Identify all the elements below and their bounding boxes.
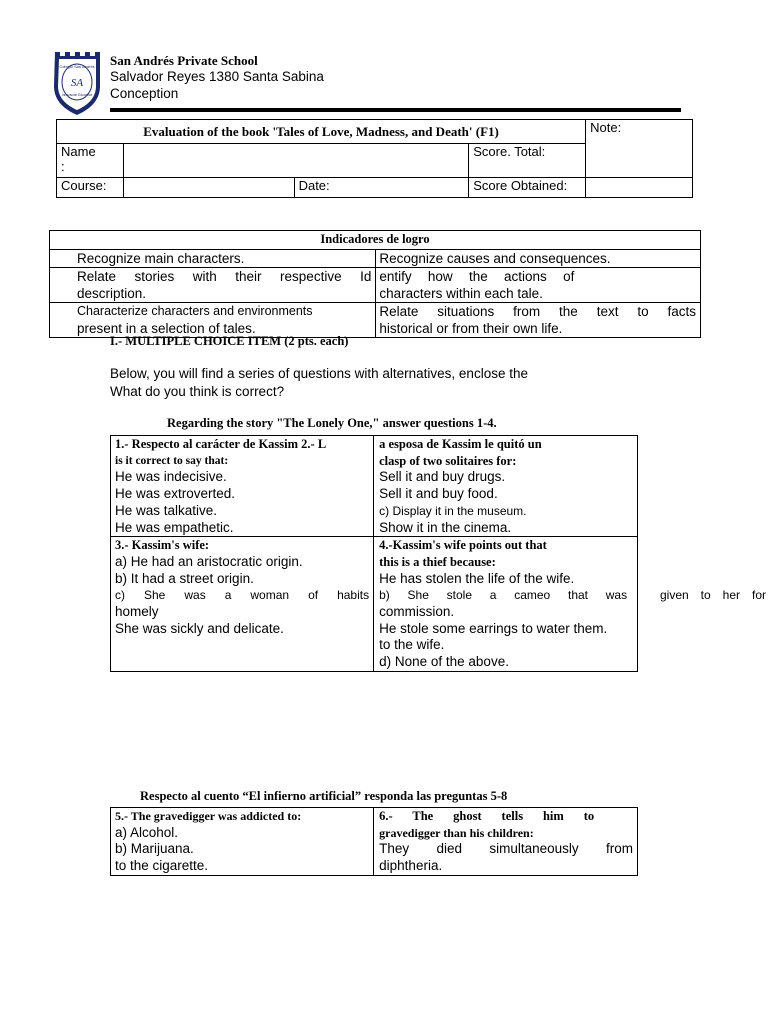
q4-option[interactable]: He stole some earrings to water them. [379,620,608,636]
logo-text-bottom: Innovación Educativa [61,93,93,97]
q4-option-overflow: given to her for [660,588,766,602]
q5-option[interactable]: to the cigarette. [115,858,209,874]
name-colon: : [61,159,65,174]
q3-option[interactable]: b) It had a street origin. [115,570,254,586]
indicator-2-left-line2: description. [77,286,147,301]
q1-option[interactable]: He was indecisive. [115,469,227,485]
questions-1-4-table [110,435,638,672]
q3-option-continued: homely [115,604,159,620]
instructions-line2: What do you think is correct? [110,384,285,399]
question-3-cell [111,537,374,672]
indicators-table [49,230,701,338]
name-label-cell [57,144,124,178]
question-2-title: a esposa de Kassim le quitó un [379,437,542,451]
evaluation-header-table [56,119,693,198]
q2-option[interactable]: Sell it and buy food. [379,486,498,502]
indicator-3-left [50,303,376,338]
questions-5-8-table [110,807,638,876]
question-2-cell [374,436,638,537]
school-logo-icon [52,48,102,116]
school-address-line2: Conception [110,86,179,101]
indicator-1-right: Recognize causes and consequences. [376,250,701,268]
evaluation-title: Evaluation of the book 'Tales of Love, Madness, and Death' (F1) [57,120,586,144]
score-obtained-field[interactable] [586,178,693,198]
indicator-3-left-line1: Characterize characters and environments [77,304,313,318]
score-total-label: Score. Total: [469,144,586,178]
q1-option[interactable]: He was empathetic. [115,519,234,535]
q5-option[interactable]: b) Marijuana. [115,841,194,857]
indicator-3-right-line2: historical or from their own life. [379,321,563,336]
course-field[interactable] [123,178,294,198]
indicators-title: Indicadores de logro [50,231,701,250]
indicator-2-right [376,268,701,303]
question-2-subtitle: clasp of two solitaires for: [379,453,517,468]
indicator-3-right [376,303,701,338]
question-4-title: 4.-Kassim's wife points out that [379,538,547,553]
school-name: San Andrés Private School [110,53,258,68]
instructions-line1: Below, you will find a series of questions with alternatives, enclose the [110,366,528,381]
indicator-2-right-line1: entify how the actions of [379,269,575,284]
q4-option-continued: commission. [379,604,455,620]
q6-option-continued: diphtheria. [379,858,443,874]
question-4-cell [374,537,638,672]
q2-option[interactable]: Sell it and buy drugs. [379,469,506,485]
question-3-title: 3.- Kassim's wife: [115,538,210,553]
q4-option[interactable]: He has stolen the life of the wife. [379,570,575,586]
indicator-2-left-line1: Relate stories with their respective Id [77,269,372,284]
logo-text-top: Colegio San Andrés [59,64,95,69]
question-5-cell [111,808,374,876]
indicator-3-left-line2: present in a selection of tales. [77,321,256,336]
q3-option[interactable]: a) He had an aristocratic origin. [115,553,303,569]
date-label: Date: [294,178,469,198]
header-rule [110,108,681,112]
question-6-title: 6.- The ghost tells him to [379,809,595,823]
indicator-1-left: Recognize main characters. [50,250,376,268]
question-1-title: 1.- Respecto al carácter de Kassim 2.- L [115,437,327,451]
q4-option-continued: to the wife. [379,637,445,653]
name-label: Name [61,144,96,159]
q3-option[interactable]: She was sickly and delicate. [115,620,284,636]
story2-heading: Respecto al cuento “El infierno artificial” responda las preguntas 5-8 [140,789,508,803]
note-label: Note: [586,120,693,178]
question-6-subtitle: gravedigger than his children: [379,825,534,840]
q2-option[interactable]: Show it in the cinema. [379,519,512,535]
q5-option[interactable]: a) Alcohol. [115,824,179,840]
q4-option[interactable]: b) She stole a cameo that was [379,588,628,603]
section-heading: I.- MULTIPLE CHOICE ITEM (2 pts. each) [110,334,349,348]
indicator-3-right-line1: Relate situations from the text to facts [379,304,696,319]
q6-option[interactable]: They died simultaneously from [379,841,633,857]
question-4-subtitle: this is a thief because: [379,554,496,569]
score-obtained-label: Score Obtained: [469,178,586,198]
q3-option[interactable]: c) She was a woman of habits [115,588,370,603]
question-6-cell [374,808,638,876]
question-1-cell [111,436,374,537]
school-address-line1: Salvador Reyes 1380 Santa Sabina [110,69,324,84]
course-label: Course: [57,178,124,198]
story1-heading: Regarding the story "The Lonely One," answer questions 1-4. [167,416,497,430]
name-field[interactable] [123,144,468,178]
question-5-title: 5.- The gravedigger was addicted to: [115,809,302,823]
question-1-subtitle: is it correct to say that: [115,454,229,467]
indicator-2-left [50,268,376,303]
q4-option[interactable]: d) None of the above. [379,654,509,670]
logo-initials: SA [70,77,84,89]
q1-option[interactable]: He was talkative. [115,502,218,518]
q2-option[interactable]: c) Display it in the museum. [379,503,527,518]
q1-option[interactable]: He was extroverted. [115,486,236,502]
indicator-2-right-line2: characters within each tale. [379,286,543,301]
